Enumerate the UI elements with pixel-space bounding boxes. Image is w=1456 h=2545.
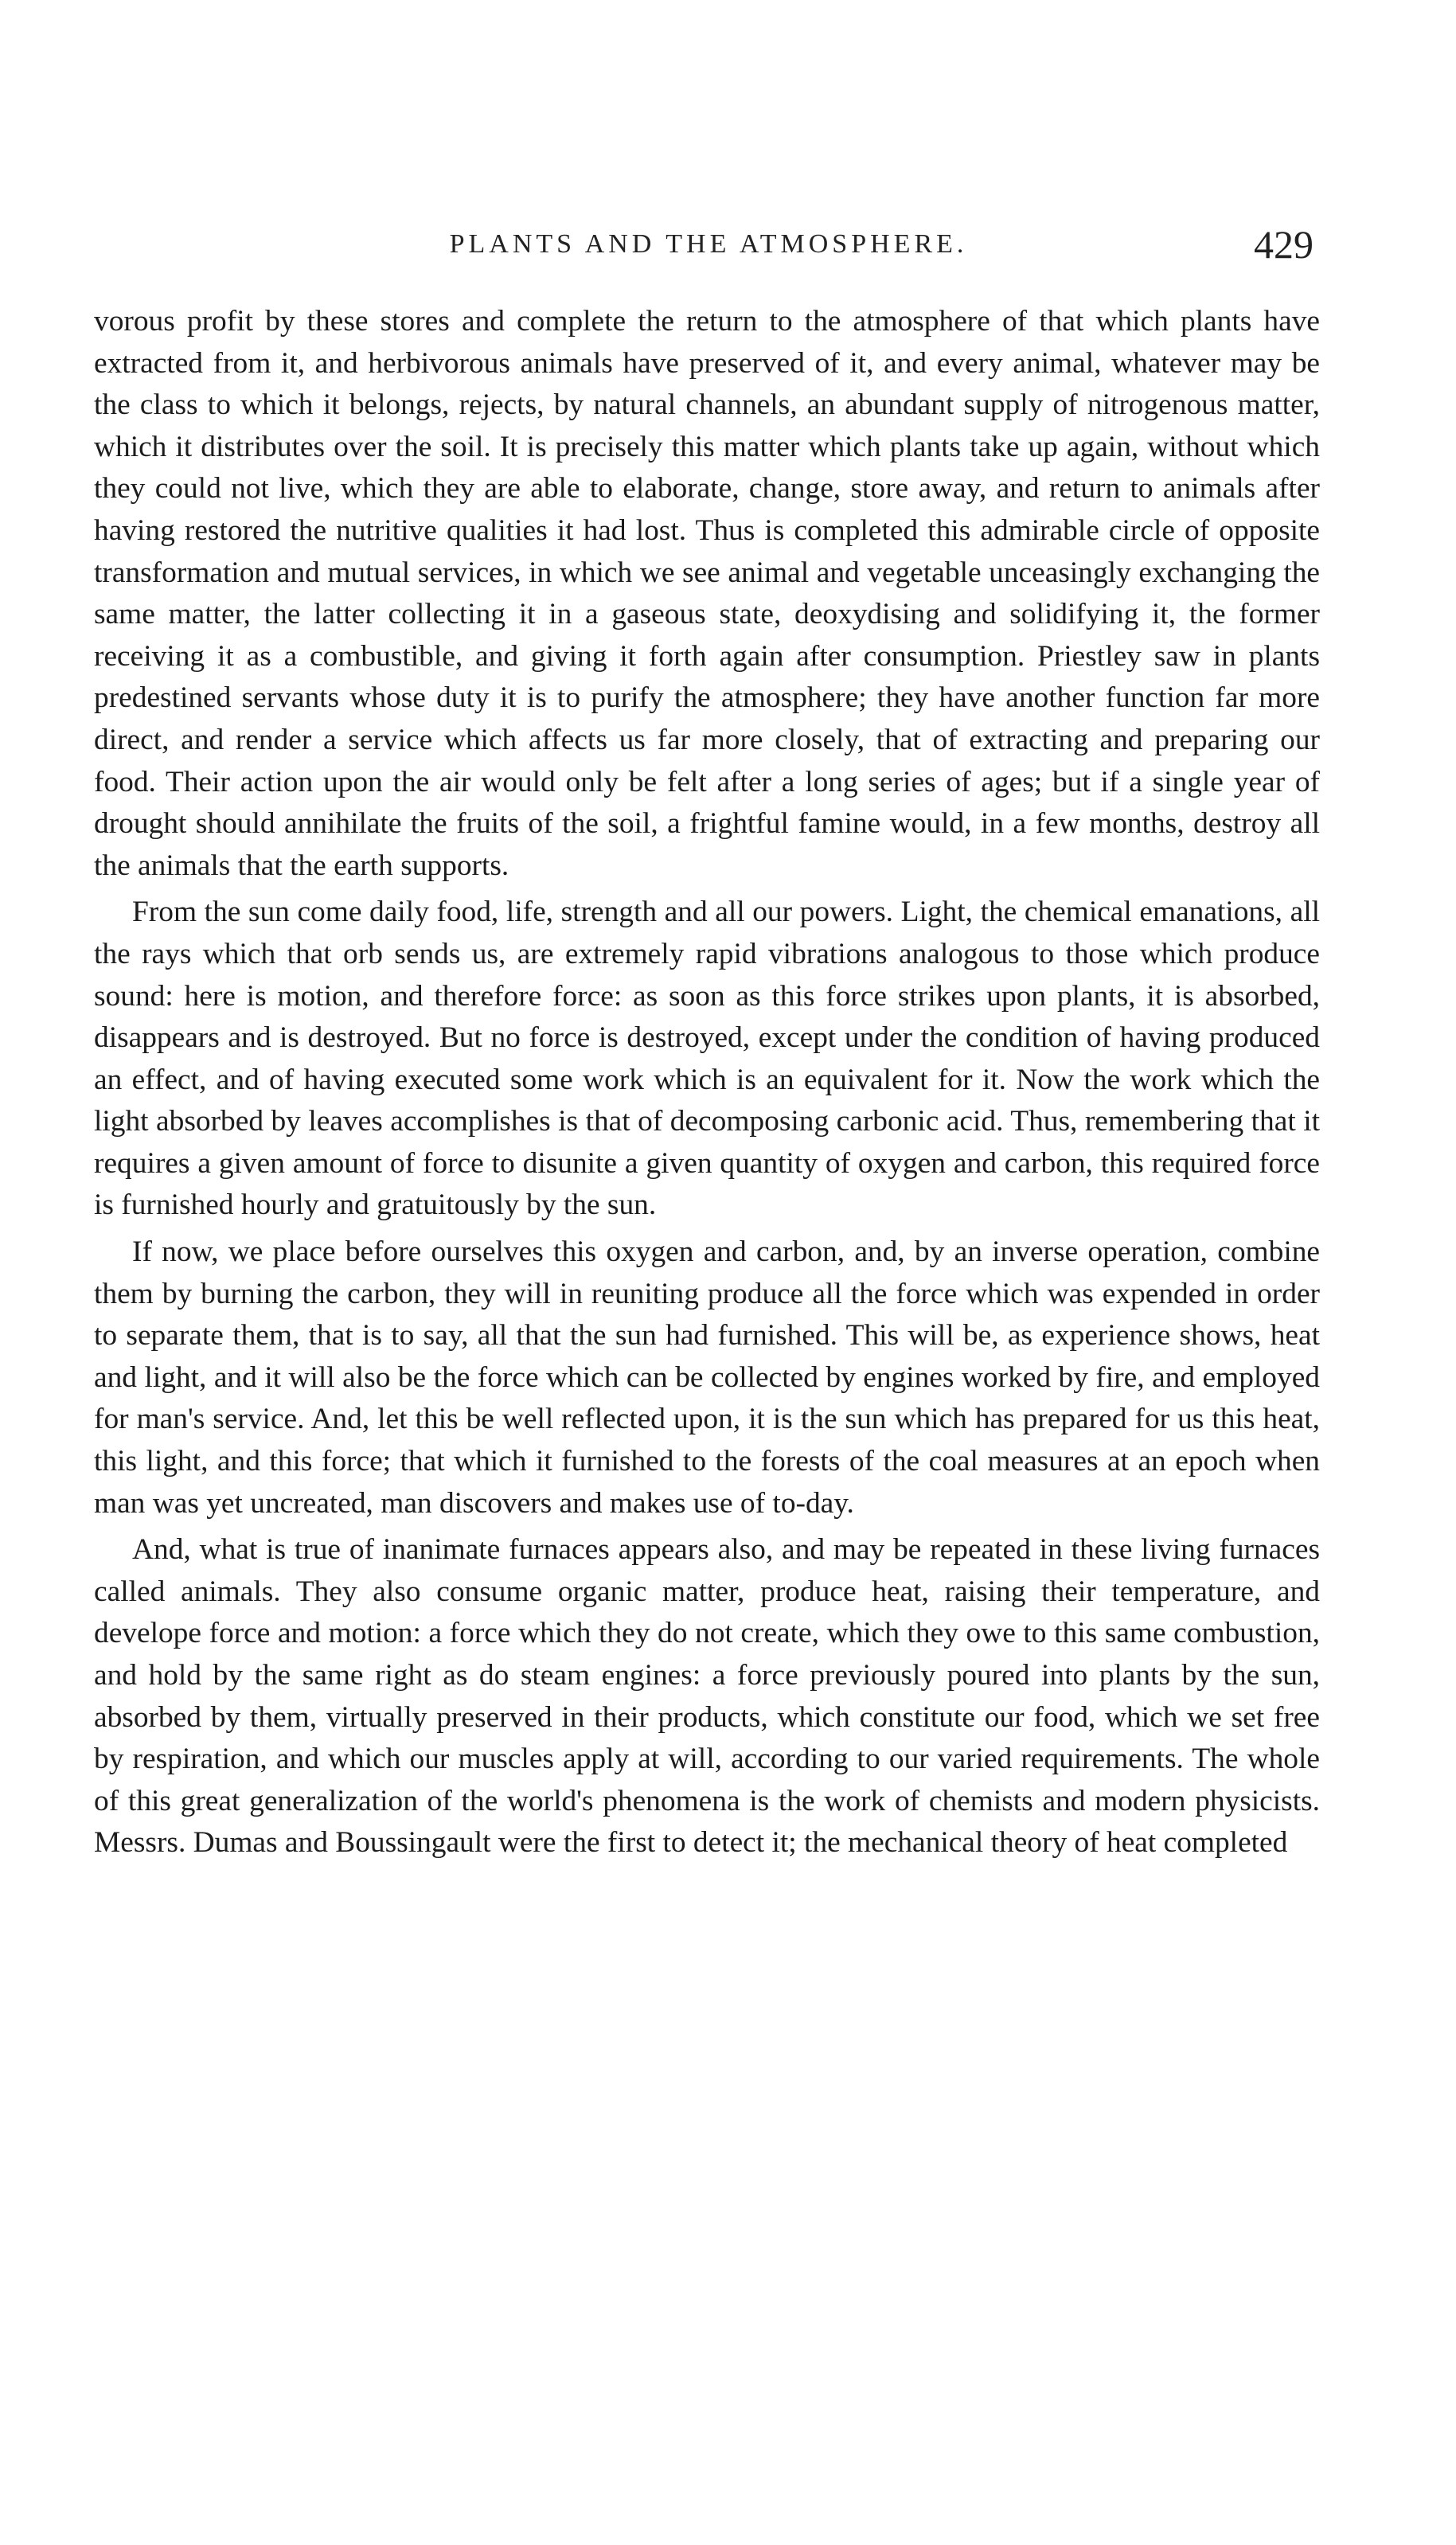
page-number: 429: [1254, 222, 1314, 267]
paragraph-continued: vorous profit by these stores and complete the return to the atmosphere of that which plants have extracted from it, and herbivorous animals have preserved of it, and every animal, whatever may be the class to which it belongs, rejects, by natural channels, an abundant supply of nitrogenous matter, which it distributes over the soil. It is precisely this matter which plants take up again, without which they could not live, which they are able to elaborate, change, store away, and return to animals after having restored the nutritive qualities it had lost. Thus is completed this admirable circle of opposite transformation and mutual services, in which we see animal and vegetable unceasingly exchanging the same matter, the latter collecting it in a gaseous state, deoxydising and solidifying it, the former receiving it as a combustible, and giving it forth again after consumption. Priestley saw in plants predestined servants whose duty it is to purify the atmosphere; they have another function far more direct, and render a service which affects us far more closely, that of extracting and preparing our food. Their action upon the air would only be felt after a long series of ages; but if a single year of drought should annihilate the fruits of the soil, a frightful famine would, in a few months, destroy all the animals that the earth supports.: [94, 305, 1320, 882]
body-text: [94, 301, 1320, 1869]
running-head: [103, 221, 1314, 277]
running-title: PLANTS AND THE ATMOSPHERE.: [449, 229, 968, 259]
paragraph: If now, we place before ourselves this oxygen and carbon, and, by an inverse operation, combine them by burning the carbon, they will in reuniting produce all the force which was expended in order to separate them, that is to say, all that the sun had furnished. This will be, as experience shows, heat and light, and it will also be the force which can be collected by engines worked by fire, and employed for man's service. And, let this be well reflected upon, it is the sun which has prepared for us this heat, this light, and this force; that which it furnished to the forests of the coal measures at an epoch when man was yet uncreated, man discovers and makes use of to-day.: [94, 1235, 1320, 1520]
paragraph: And, what is true of inanimate furnaces appears also, and may be repeated in these living furnaces called animals. They also consume organic matter, produce heat, raising their temperature, and develope force and motion: a force which they do not create, which they owe to this same combustion, and hold by the same right as do steam engines: a force previously poured into plants by the sun, absorbed by them, virtually preserved in their products, which constitute our food, which we set free by respiration, and which our muscles apply at will, according to our varied requirements. The whole of this great generalization of the world's phenomena is the work of chemists and modern physicists. Messrs. Dumas and Boussingault were the first to detect it; the mechanical theory of heat completed: [94, 1533, 1320, 1860]
paragraph: From the sun come daily food, life, strength and all our powers. Light, the chemical emanations, all the rays which that orb sends us, are extremely rapid vibrations analogous to those which produce sound: here is motion, and therefore force: as soon as this force strikes upon plants, it is absorbed, disappears and is destroyed. But no force is destroyed, except under the condition of having produced an effect, and of having executed some work which is an equivalent for it. Now the work which the light absorbed by leaves accomplishes is that of decomposing carbonic acid. Thus, remembering that it requires a given amount of force to disunite a given quantity of oxygen and carbon, this required force is furnished hourly and gratuitously by the sun.: [94, 896, 1320, 1222]
